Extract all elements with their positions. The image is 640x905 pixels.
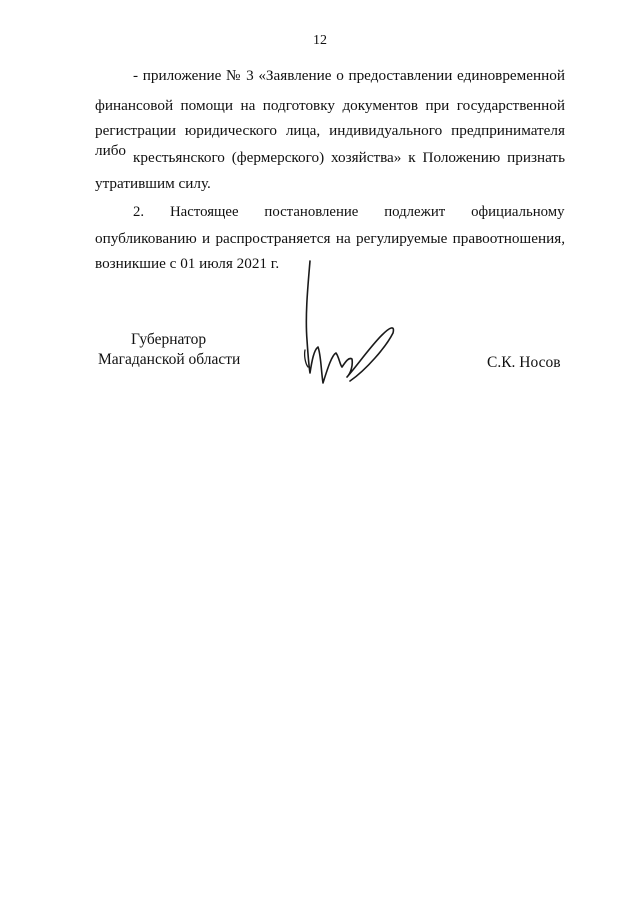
signatory-position-line-1: Губернатор [131,331,207,348]
annex-line-1: - приложение № 3 «Заявление о предоставлении единовременной [133,67,565,84]
signatory-position-line-2: Магаданской области [98,351,241,368]
annex-line-4: крестьянского (фермерского) хозяйства» к Положению признать [133,149,565,166]
annex-line-5: утратившим силу. [95,175,211,192]
annex-line-2: финансовой помощи на подготовку документов при государственной [95,97,565,114]
annex-line-3: регистрации юридического лица, индивидуального предпринимателя либо [95,122,565,159]
page-number: 12 [313,33,327,48]
item-2-line-3: возникшие с 01 июля 2021 г. [95,255,280,272]
handwritten-signature [296,255,406,400]
item-2-line-1: 2. Настоящее постановление подлежит официальному [133,204,565,220]
signature-icon [296,255,406,395]
signatory-name: С.К. Носов [487,354,561,371]
item-2-line-2: опубликованию и распространяется на регулируемые правоотношения, [95,230,565,247]
